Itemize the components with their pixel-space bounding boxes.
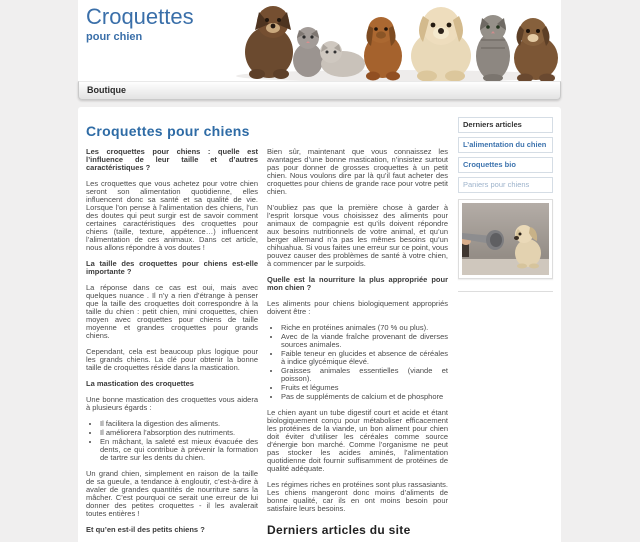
sidebar-link-croquettes-bio[interactable]: Croquettes bio [458,157,553,173]
sidebar-heading-derniers-articles: Derniers articles [458,117,553,133]
pets-banner-svg [231,0,561,81]
list-item: • Faible teneur en glucides et absence de céréales à indice glycémique élevé. [281,350,448,366]
content-card [78,107,561,542]
list-item: • Riche en protéines animales (70 % ou plus). [281,324,448,332]
sidebar-link-paniers-pour-chiens[interactable]: Paniers pour chiens [458,177,553,193]
list-item: • Pas de suppléments de calcium et de phosphore [281,393,448,401]
list-item: • Graisses animales essentielles (viande et poisson). [281,367,448,383]
paragraph-aliments: Les aliments pour chiens biologiquement appropriés doivent être : [267,299,448,316]
heading-caracteristiques: Les croquettes pour chiens : quelle est l’influence de leur taille et d’autres caractéristiques ? [86,147,258,172]
list-item: • En mâchant, la saleté est mieux évacuée des dents, ce qui contribue à prévenir la formation de tartre sur les dents du chien. [100,438,258,462]
page-wrapper [78,0,561,542]
paragraph-tube-digestif: Le chien ayant un tube digestif court et acide et étant biologiquement conçu pour métaboliser efficacement les protéines de la viande, un bon aliment pour chien doit éviter d’utiliser les céréales comme source d’énergie bon marché. Comme l’organisme ne peut pas stocker les acides aminés, l’alimentation quotidienne doit fournir suffisamment de protéines de qualité adéquate. [267,408,448,473]
paragraph-regimes: Les régimes riches en protéines sont plus rassasiants. Les chiens mangeront donc moins d’aliments de bonne qualité, car ils en ont moins besoin pour satisfaire leurs besoins. [267,480,448,513]
main-nav [78,81,561,100]
paragraph-mastication: Une bonne mastication des croquettes vous aidera à plusieurs égards : [86,395,258,412]
food-criteria-list [267,324,448,401]
dog-and-horn-photo-svg [462,203,549,275]
heading-mastication: La mastication des croquettes [86,379,194,388]
heading-taille: La taille des croquettes pour chiens est-elle importante ? [86,259,258,276]
sidebar-link-alimentation-du-chien[interactable]: L’alimentation du chien [458,137,553,153]
pets-banner-illustration [231,0,561,81]
sidebar-divider [458,291,553,292]
section-title-derniers-articles: Derniers articles du site [267,523,411,537]
mastication-benefits-list [86,420,258,462]
heading-petits-chiens: Et qu’en est-il des petits chiens ? [86,525,205,534]
list-item: • Il facilitera la digestion des aliments. [100,420,258,428]
nav-content-gap [78,100,561,107]
paragraph-noubliez: N’oubliez pas que la première chose à garder à l’esprit lorsque vous choisissez des aliments pour animaux de compagnie est qu’ils doivent répondre aux besoins nutritionnels de votre animal, et qu’un berger allemand n’a pas les mêmes besoins qu’un chihuahua. Si vous faites une erreur sur ce point, vous pouvez causer des problèmes de santé à votre chien, à commencer par le surpoids. [267,203,448,268]
site-header [78,0,561,81]
site-subtitle: pour chien [86,31,143,43]
article-column-2 [267,148,448,542]
heading-nourriture: Quelle est la nourriture la plus appropriée pour mon chien ? [267,275,448,292]
list-item: • Fruits et légumes [281,384,448,392]
sidebar-article-photo[interactable] [458,199,553,279]
article-title: Croquettes pour chiens [86,123,250,139]
paragraph-taille-2: Cependant, cela est beaucoup plus logique pour les grands chiens. La clé pour obtenir la bonne taille de croquettes réside dans la mastication. [86,347,258,372]
sidebar [458,117,553,542]
site-logo[interactable] [86,4,194,43]
site-title: Croquettes [86,4,194,29]
paragraph-grand-chien: Un grand chien, simplement en raison de la taille de sa gueule, a tendance à engloutir, c’est-à-dire à avaler de grandes quantités de nourriture sans la mâcher. C’est pourquoi ce serait une erreur de lui donner des petites croquettes - il les avalerait toutes entières ! [86,469,258,518]
nav-item-boutique[interactable]: Boutique [87,85,126,95]
article [86,117,448,542]
list-item: • Il améliorera l’absorption des nutriments. [100,429,258,437]
paragraph-intro: Les croquettes que vous achetez pour votre chien seront son alimentation quotidienne, elles influencent donc sa santé et sa qualité de vie. Lorsque l’on pense à l’alimentation des chiens, l’un des doutes qui peut surgir est de savoir comment certaines caractéristiques des croquettes pour chiens (taille, texture, appétence…) influencent l’alimentation de ces animaux. Dans cet article, nous allons répondre à vos doutes ! [86,179,258,252]
list-item: • Avec de la viande fraîche provenant de diverses sources animales. [281,333,448,349]
paragraph-bien-sur: Bien sûr, maintenant que vous connaissez les avantages d’une bonne mastication, n’insistez surtout pas pour donner de grosses croquettes à un petit chien. Nous voulons dire par là qu’il faut acheter des croquettes pour chiens de grande race pour votre petit chien. [267,147,448,196]
article-column-1 [86,148,258,542]
paragraph-taille-1: La réponse dans ce cas est oui, mais avec quelques nuance . Il n’y a rien d’étrange à penser que la taille des croquettes doit correspondre à la taille du chien : petit chien, mini croquettes, chien moyen avec croquettes pour chiens de taille moyenne et grandes croquettes pour grands chiens. [86,283,258,340]
